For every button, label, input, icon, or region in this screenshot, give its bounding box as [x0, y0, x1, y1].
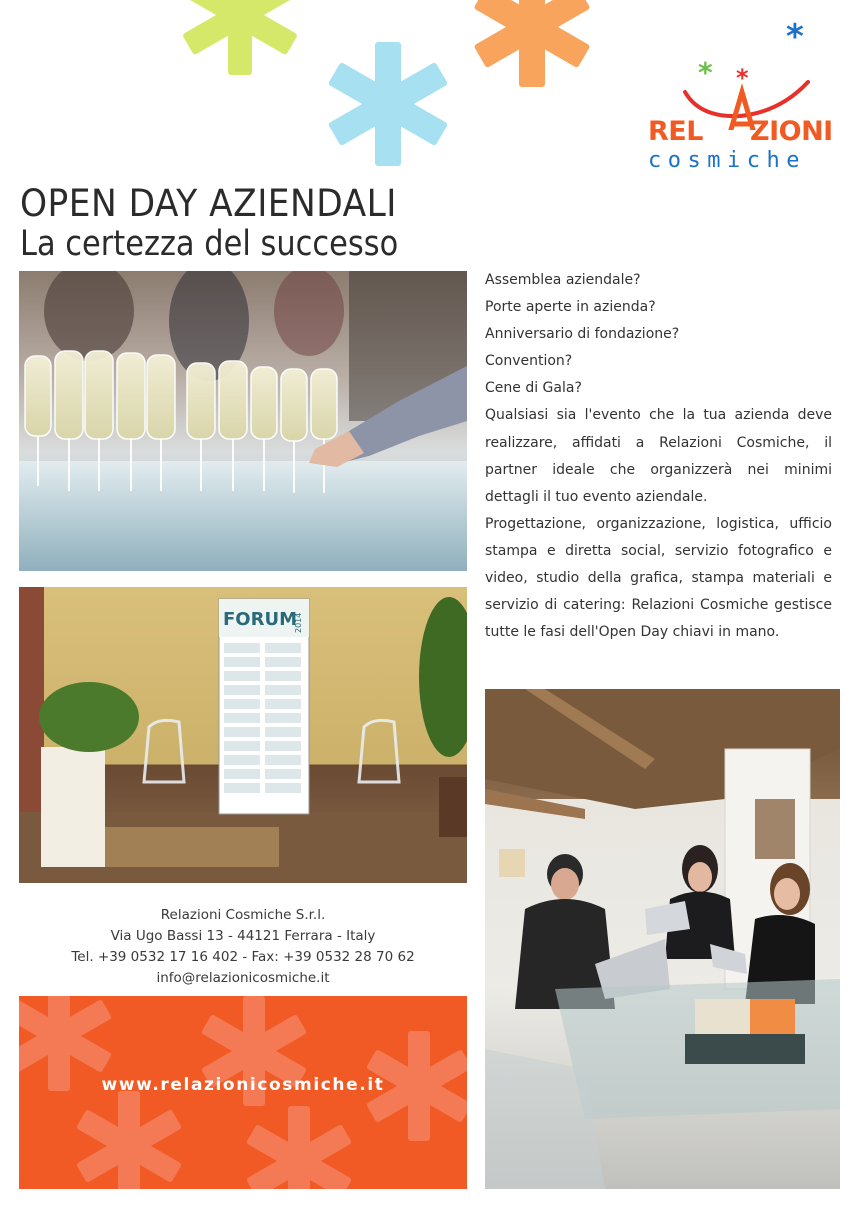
decorative-asterisk-orange — [465, 0, 600, 105]
photo-forum-room — [19, 587, 467, 883]
photo-office-meeting — [485, 689, 840, 1189]
svg-text:*: * — [698, 56, 713, 89]
paragraph-services: Progettazione, organizzazione, logistica, ufficio stampa e diretta social, servizio fotografico e video, studio della grafica, stampa materiali e servizio di catering: Relazioni Cosmiche gestisce tutte le fasi dell'Open Day chiavi in mano. — [485, 515, 832, 641]
svg-text:*: * — [786, 20, 804, 57]
company-logo — [640, 20, 840, 180]
question-line: Convention? — [485, 353, 573, 370]
question-line: Assemblea aziendale? — [485, 272, 641, 288]
company-name: Relazioni Cosmiche S.r.l. — [160, 907, 326, 923]
decorative-asterisk-cyan — [318, 40, 458, 170]
body-text — [485, 267, 832, 646]
company-address: Via Ugo Bassi 13 - 44121 Ferrara - Italy — [110, 928, 376, 944]
contact-block — [20, 905, 466, 989]
paragraph-intro: Qualsiasi sia l'evento che la tua azienda deve realizzare, affidati a Relazioni Cosmiche, il partner ideale che organizzerà nei minimi dettagli il tuo evento aziendale. — [485, 407, 832, 505]
question-line: Porte aperte in azienda? — [485, 299, 656, 316]
question-line: Anniversario di fondazione? — [485, 326, 680, 343]
website-banner — [19, 996, 467, 1189]
logo-star-icons — [640, 20, 840, 130]
page-subtitle: La certezza del successo — [20, 224, 399, 264]
svg-text:*: * — [736, 64, 749, 92]
logo-text-rel: REL — [648, 116, 703, 147]
page-title: OPEN DAY AZIENDALI — [20, 182, 397, 225]
forum-banner-text: FORUM — [223, 609, 297, 630]
company-email[interactable]: info@relazionicosmiche.it — [156, 970, 330, 986]
forum-banner-year: 2014 — [294, 612, 303, 633]
decorative-asterisk-lime — [170, 0, 310, 85]
question-line: Cene di Gala? — [485, 380, 582, 397]
website-url[interactable]: www.relazionicosmiche.it — [101, 1075, 385, 1095]
logo-text-zioni: ZIONI — [750, 116, 833, 147]
photo-champagne-glasses — [19, 271, 467, 571]
logo-text-cosmiche: cosmiche — [648, 148, 806, 173]
company-phone: Tel. +39 0532 17 16 402 - Fax: +39 0532 28 70 62 — [71, 949, 415, 965]
